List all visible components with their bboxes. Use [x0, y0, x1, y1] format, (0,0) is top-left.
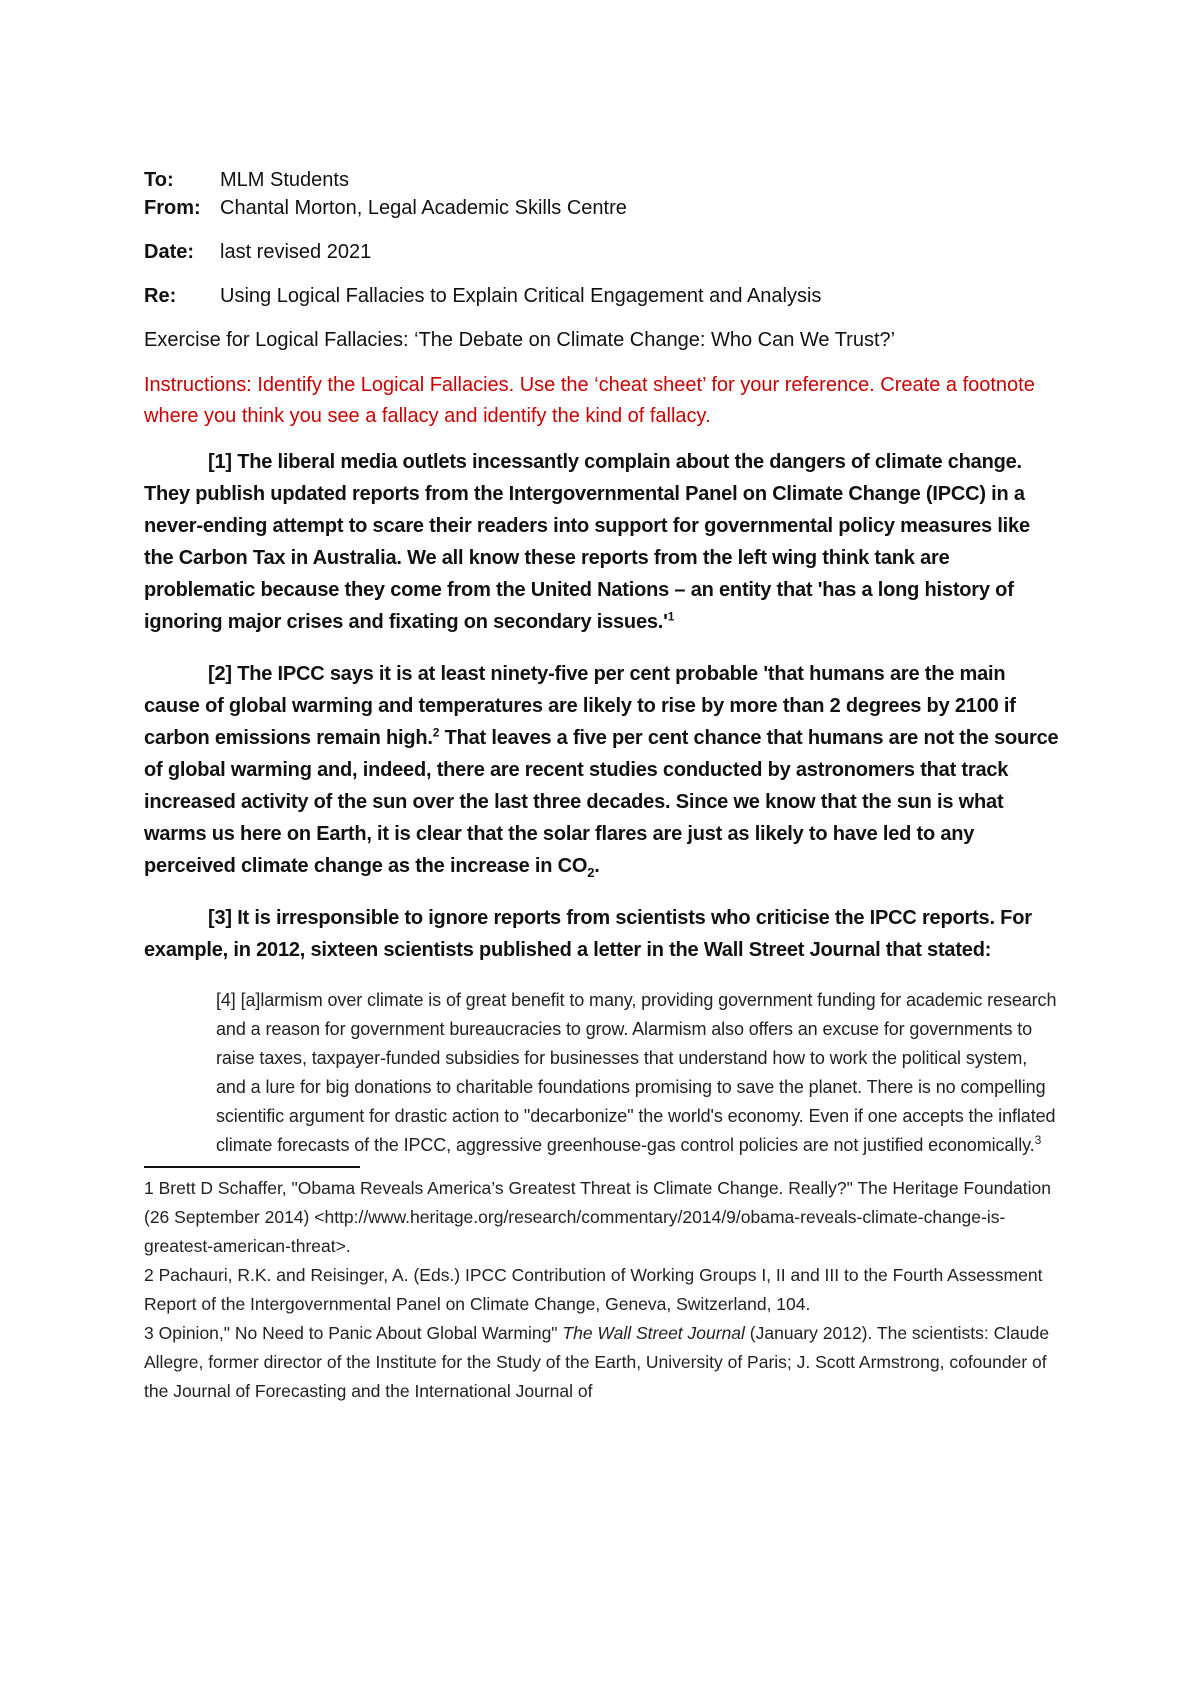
memo-re-label: Re:: [144, 285, 177, 307]
memo-from-value: Chantal Morton, Legal Academic Skills Centre: [220, 197, 627, 219]
paragraph-text: The liberal media outlets incessantly complain about the dangers of climate change. They publish updated reports from the Intergovernmental Panel on Climate Change (IPCC) in a never-ending attempt to scare their readers into support for governmental policy measures like the Carbon Tax in Australia. We all know these reports from the left wing think tank are problematic because they come from the United Nations – an entity that 'has a long history of ignoring major crises and fixating on secondary issues.': [144, 451, 1030, 633]
paragraph-text: It is irresponsible to ignore reports from scientists who criticise the IPCC reports. For example, in 2012, sixteen scientists published a letter in the Wall Street Journal that stated:: [144, 907, 1032, 961]
memo-re-value: Using Logical Fallacies to Explain Critical Engagement and Analysis: [220, 285, 822, 307]
memo-re: [144, 282, 1060, 310]
paragraph-3: [144, 902, 1060, 966]
memo-to-label: To:: [144, 169, 174, 191]
memo-to: [144, 166, 1060, 194]
paragraph-tail: .: [594, 855, 600, 877]
footnote-3: [144, 1319, 1060, 1406]
memo-date-label: Date:: [144, 241, 195, 263]
paragraph-2: [144, 658, 1060, 882]
memo-from-label: From:: [144, 197, 201, 219]
instructions: Instructions: Identify the Logical Fallacies. Use the ‘cheat sheet’ for your reference. Create a footnote where you think you see a fallacy and identify the kind of fallacy.: [144, 374, 1035, 427]
paragraph-text: The IPCC says it is at least ninety-five per cent probable 'that humans are the main cause of global warming and temperatures are likely to rise by more than 2 degrees by 2100 if carbon emissions remain high.: [144, 663, 1016, 749]
memo-to-value: MLM Students: [220, 169, 349, 191]
exercise-title: Exercise for Logical Fallacies: ‘The Debate on Climate Change: Who Can We Trust?’: [144, 329, 896, 351]
footnotes: [144, 1174, 1060, 1406]
quote-number: [4]: [216, 990, 236, 1010]
footnote-ref[interactable]: 1: [667, 609, 675, 624]
paragraph-number: [3]: [208, 907, 232, 929]
footnote-3-pre: 3 Opinion," No Need to Panic About Global Warming": [144, 1323, 563, 1343]
footnote-2: 2 Pachauri, R.K. and Reisinger, A. (Eds.) IPCC Contribution of Working Groups I, II and III to the Fourth Assessment Report of the Intergovernmental Panel on Climate Change, Geneva, Switzerland, 104.: [144, 1265, 1043, 1314]
footnote-3-source: The Wall Street Journal: [562, 1323, 745, 1343]
quote-text: [a]larmism over climate is of great benefit to many, providing government funding for academic research and a reason for government bureaucracies to grow. Alarmism also offers an excuse for governments to raise taxes, taxpayer-funded subsidies for businesses that understand how to work the political system, and a lure for big donations to charitable foundations promising to save the planet. There is no compelling scientific argument for drastic action to "decarbonize" the world's economy. Even if one accepts the inflated climate forecasts of the IPCC, aggressive greenhouse-gas control policies are not justified economically.: [216, 990, 1057, 1155]
memo-from: [144, 194, 1060, 222]
subscript: 2: [587, 865, 595, 880]
block-quote: [216, 986, 1060, 1160]
paragraph-1: [144, 446, 1060, 638]
paragraph-number: [2]: [208, 663, 232, 685]
memo-date: [144, 238, 1060, 266]
document-body: [144, 166, 1060, 1406]
footnote-ref[interactable]: 2: [432, 725, 440, 740]
paragraph-number: [1]: [208, 451, 232, 473]
footnote-1: 1 Brett D Schaffer, "Obama Reveals America’s Greatest Threat is Climate Change. Really?" The Heritage Foundation (26 September 2014) <http://www.heritage.org/research/commentary/2014/9/obama-reveals-climate-change-is-greatest-american-threat>.: [144, 1178, 1051, 1256]
memo-date-value: last revised 2021: [220, 241, 372, 263]
footnote-ref[interactable]: 3: [1034, 1133, 1042, 1147]
footnote-3-post: (January 2012). The scientists: Claude Allegre, former director of the Institute for the Study of the Earth, University of Paris; J. Scott Armstrong, cofounder of the Journal of Forecasting and the International Journal of: [144, 1323, 1050, 1401]
paragraph-text-continued: That leaves a five per cent chance that humans are not the source of global warming and, indeed, there are recent studies conducted by astronomers that track increased activity of the sun over the last three decades. Since we know that the sun is what warms us here on Earth, it is clear that the solar flares are just as likely to have led to any perceived climate change as the increase in CO: [144, 727, 1059, 877]
footnote-separator: [144, 1166, 360, 1168]
